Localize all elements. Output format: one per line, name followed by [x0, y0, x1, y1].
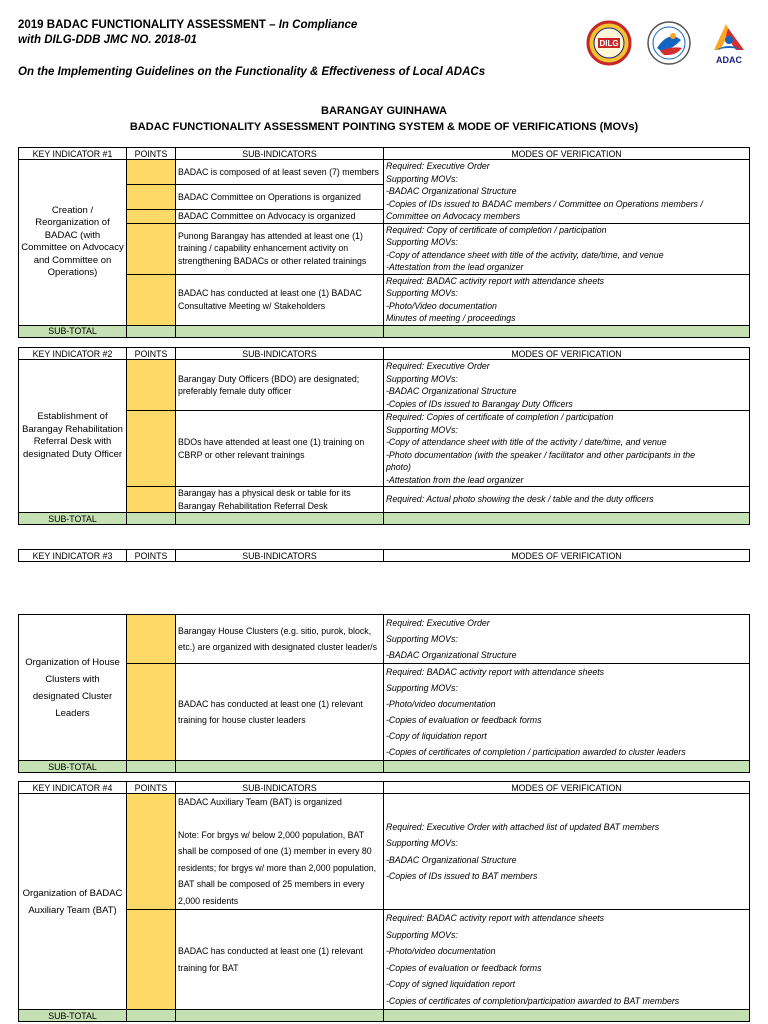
svg-text:ADAC: ADAC — [716, 55, 742, 65]
sub-indicators-header: SUB-INDICATORS — [176, 148, 384, 160]
mov-line: Supporting MOVs: — [386, 288, 458, 298]
mov-line: Supporting MOVs: — [386, 929, 458, 940]
points-cell[interactable] — [127, 210, 176, 224]
mov-line: Supporting MOVs: — [386, 424, 458, 435]
sub-indicator-cell — [176, 794, 384, 910]
subtotal-blank — [384, 513, 750, 525]
sub-indicator-cell: BADAC has conducted at least one (1) relevant training for BAT — [176, 910, 384, 1010]
sub-indicator-cell: Punong Barangay has attended at least one (1) training / capability enhancement activity on strengthening BADACs or other related trainings — [176, 223, 384, 274]
mov-line: -Copies of certificates of completion/participation awarded to BAT members — [386, 995, 680, 1006]
subtotal-row — [19, 761, 750, 773]
key-indicator-1-table — [18, 147, 750, 338]
movs-cell — [384, 411, 750, 487]
subtotal-points[interactable] — [127, 761, 176, 773]
mov-line: Supporting MOVs: — [386, 173, 458, 184]
mov-line: -BADAC Organizational Structure — [386, 386, 517, 396]
sub-indicator-cell: BADAC Committee on Advocacy is organized — [176, 210, 384, 224]
key-indicator-label: KEY INDICATOR #1 — [19, 148, 127, 160]
subtotal-blank — [384, 1010, 750, 1022]
svg-text:DILG: DILG — [599, 39, 619, 48]
table-row — [19, 274, 750, 325]
table-header-row — [19, 148, 750, 160]
sub-indicator-cell: Barangay has a physical desk or table for its Barangay Rehabilitation Referral Desk — [176, 487, 384, 513]
sub-indicator-cell: BADAC has conducted at least one (1) relevant training for house cluster leaders — [176, 664, 384, 761]
movs-cell — [384, 360, 750, 411]
sub-indicator-cell: BADAC is composed of at least seven (7) members — [176, 160, 384, 185]
sub-indicator-cell: BDOs have attended at least one (1) training on CBRP or other relevant trainings — [176, 411, 384, 487]
mov-line: Required: Executive Order — [386, 618, 490, 628]
table-row — [19, 910, 750, 1010]
header-line-1 — [18, 18, 578, 33]
subtotal-row — [19, 325, 750, 337]
logo-strip — [586, 18, 752, 68]
points-cell[interactable] — [127, 910, 176, 1010]
mov-line: Supporting MOVs: — [386, 634, 458, 644]
movs-header: MODES OF VERIFICATION — [384, 148, 750, 160]
sub-indicator-text: BADAC Auxiliary Team (BAT) is organized — [178, 797, 342, 807]
table-row — [19, 411, 750, 487]
barangay-title: BARANGAY GUINHAWA — [321, 105, 447, 117]
mov-line: Minutes of meeting / proceedings — [386, 313, 516, 323]
mov-line: Required: BADAC activity report with attendance sheets — [386, 275, 605, 286]
points-header: POINTS — [127, 782, 176, 794]
key-indicator-3-table — [18, 614, 750, 773]
movs-cell — [384, 794, 750, 910]
points-cell[interactable] — [127, 664, 176, 761]
adac-logo-icon — [706, 18, 752, 68]
mov-line: Supporting MOVs: — [386, 683, 458, 693]
points-cell[interactable] — [127, 274, 176, 325]
movs-cell — [384, 910, 750, 1010]
subtotal-blank — [384, 761, 750, 773]
mov-line: Required: BADAC activity report with attendance sheets — [386, 667, 605, 677]
header-title: 2019 BADAC FUNCTIONALITY ASSESSMENT – — [18, 19, 276, 31]
indicator-cell: Creation / Reorganization of BADAC (with Committee on Advocacy and Committee on Operations) — [19, 160, 127, 326]
mov-line: -Copies of evaluation or feedback forms — [386, 962, 542, 973]
table-header-row — [19, 550, 750, 562]
mov-line: Required: Executive Order — [386, 161, 490, 171]
mov-line: -Photo documentation (with the speaker / facilitator and other participants in the — [386, 449, 696, 460]
subtotal-blank — [176, 325, 384, 337]
sub-indicators-header: SUB-INDICATORS — [176, 550, 384, 562]
mov-line: Required: Executive Order with attached list of updated BAT members — [386, 821, 660, 832]
mov-line: Required: Actual photo showing the desk / table and the duty officers — [386, 494, 654, 505]
points-header: POINTS — [127, 348, 176, 360]
sub-indicator-cell: BADAC Committee on Operations is organized — [176, 185, 384, 210]
mov-line: -Copy of attendance sheet with title of the activity, date/time, and venue — [386, 249, 664, 260]
movs-cell — [384, 223, 750, 274]
header-line-2: with DILG-DDB JMC NO. 2018-01 — [18, 34, 197, 46]
table-row — [19, 664, 750, 761]
mov-line: Committee on Advocacy members — [386, 211, 521, 221]
movs-header: MODES OF VERIFICATION — [384, 348, 750, 360]
key-indicator-4-table — [18, 781, 750, 1022]
subtotal-label: SUB-TOTAL — [19, 761, 127, 773]
mov-line: -Photo/Video documentation — [386, 300, 497, 311]
subtotal-blank — [176, 761, 384, 773]
movs-header: MODES OF VERIFICATION — [384, 782, 750, 794]
mov-line: Supporting MOVs: — [386, 373, 458, 384]
table-row — [19, 794, 750, 910]
table-row — [19, 615, 750, 664]
table-row — [19, 223, 750, 274]
table-header-row — [19, 782, 750, 794]
points-cell[interactable] — [127, 411, 176, 487]
subtotal-points[interactable] — [127, 513, 176, 525]
mov-line: Supporting MOVs: — [386, 838, 458, 848]
key-indicator-2-table — [18, 347, 750, 525]
mov-line: -Copy of attendance sheet with title of the activity / date/time, and venue — [386, 437, 667, 447]
mov-line: Required: Executive Order — [386, 361, 490, 371]
movs-cell — [384, 160, 750, 224]
indicator-cell: Organization of BADAC Auxiliary Team (BAT) — [19, 794, 127, 1010]
mov-line: -BADAC Organizational Structure — [386, 650, 517, 660]
sub-indicator-cell: Barangay House Clusters (e.g. sitio, purok, block, etc.) are organized with designated cluster leader/s — [176, 615, 384, 664]
subtotal-label: SUB-TOTAL — [19, 513, 127, 525]
mov-line: -BADAC Organizational Structure — [386, 186, 517, 196]
movs-cell — [384, 487, 750, 513]
mov-line: Required: BADAC activity report with attendance sheets — [386, 913, 605, 923]
mov-line: -Attestation from the lead organizer — [386, 474, 524, 485]
table-row — [19, 160, 750, 185]
mov-line: -Copy of liquidation report — [386, 731, 487, 741]
table-header-row — [19, 348, 750, 360]
movs-cell — [384, 664, 750, 761]
header-line-3: On the Implementing Guidelines on the Functionality & Effectiveness of Local ADACs — [18, 66, 486, 78]
assessment-subtitle: BADAC FUNCTIONALITY ASSESSMENT POINTING SYSTEM & MODE OF VERIFICATIONS (MOVs) — [129, 121, 639, 133]
subtotal-points[interactable] — [127, 325, 176, 337]
subtotal-row — [19, 1010, 750, 1022]
movs-header: MODES OF VERIFICATION — [384, 550, 750, 562]
mov-line: -Copies of IDs issued to Barangay Duty Officers — [386, 398, 573, 409]
header-compliance: In Compliance — [278, 19, 358, 31]
mov-line: -Copy of signed liquidation report — [386, 979, 516, 989]
points-cell[interactable] — [127, 487, 176, 513]
points-header: POINTS — [127, 550, 176, 562]
key-indicator-label: KEY INDICATOR #3 — [19, 550, 127, 562]
mov-line: Required: Copies of certificate of completion / participation — [386, 412, 614, 422]
subtotal-points[interactable] — [127, 1010, 176, 1022]
mov-line: -Copies of IDs issued to BAT members — [386, 871, 538, 881]
sub-indicators-header: SUB-INDICATORS — [176, 348, 384, 360]
points-cell[interactable] — [127, 185, 176, 210]
subtotal-row — [19, 513, 750, 525]
mov-line: -Photo/video documentation — [386, 699, 496, 709]
indicator-cell: Organization of House Clusters with designated Cluster Leaders — [19, 615, 127, 761]
mov-line: -BADAC Organizational Structure — [386, 854, 517, 865]
points-cell[interactable] — [127, 360, 176, 411]
subtotal-blank — [384, 325, 750, 337]
points-cell[interactable] — [127, 794, 176, 910]
mov-line: Supporting MOVs: — [386, 237, 458, 247]
mov-line: photo) — [386, 462, 411, 472]
movs-cell — [384, 274, 750, 325]
document-header — [18, 18, 578, 78]
sub-indicator-cell: BADAC has conducted at least one (1) BADAC Consultative Meeting w/ Stakeholders — [176, 274, 384, 325]
mov-line: -Copies of IDs issued to BADAC members / Committee on Operations members / — [386, 198, 703, 209]
ddb-seal-icon — [646, 18, 692, 68]
subtotal-blank — [176, 513, 384, 525]
indicator-cell: Establishment of Barangay Rehabilitation Referral Desk with designated Duty Officer — [19, 360, 127, 513]
mov-line: Required: Copy of certificate of completion / participation — [386, 224, 607, 235]
subtotal-label: SUB-TOTAL — [19, 325, 127, 337]
dilg-seal-icon — [586, 18, 632, 68]
sub-indicator-cell: Barangay Duty Officers (BDO) are designated; preferably female duty officer — [176, 360, 384, 411]
points-cell[interactable] — [127, 160, 176, 185]
table-row — [19, 487, 750, 513]
key-indicator-label: KEY INDICATOR #4 — [19, 782, 127, 794]
points-cell[interactable] — [127, 615, 176, 664]
points-cell[interactable] — [127, 223, 176, 274]
document-titles — [0, 103, 768, 135]
mov-line: -Copies of certificates of completion / participation awarded to cluster leaders — [386, 747, 686, 757]
sub-indicator-note: Note: For brgys w/ below 2,000 population, BAT shall be composed of one (1) member in every 80 residents; for brgys w/ more than 2,000 population, BAT shall be composed of 25 members in every 2,000 residents — [178, 829, 377, 906]
table-row — [19, 360, 750, 411]
points-header: POINTS — [127, 148, 176, 160]
mov-line: -Attestation from the lead organizer — [386, 262, 524, 272]
mov-line: -Photo/video documentation — [386, 946, 496, 956]
movs-cell — [384, 615, 750, 664]
subtotal-blank — [176, 1010, 384, 1022]
mov-line: -Copies of evaluation or feedback forms — [386, 715, 542, 725]
key-indicator-label: KEY INDICATOR #2 — [19, 348, 127, 360]
subtotal-label: SUB-TOTAL — [19, 1010, 127, 1022]
key-indicator-3-header-table — [18, 549, 750, 562]
sub-indicators-header: SUB-INDICATORS — [176, 782, 384, 794]
